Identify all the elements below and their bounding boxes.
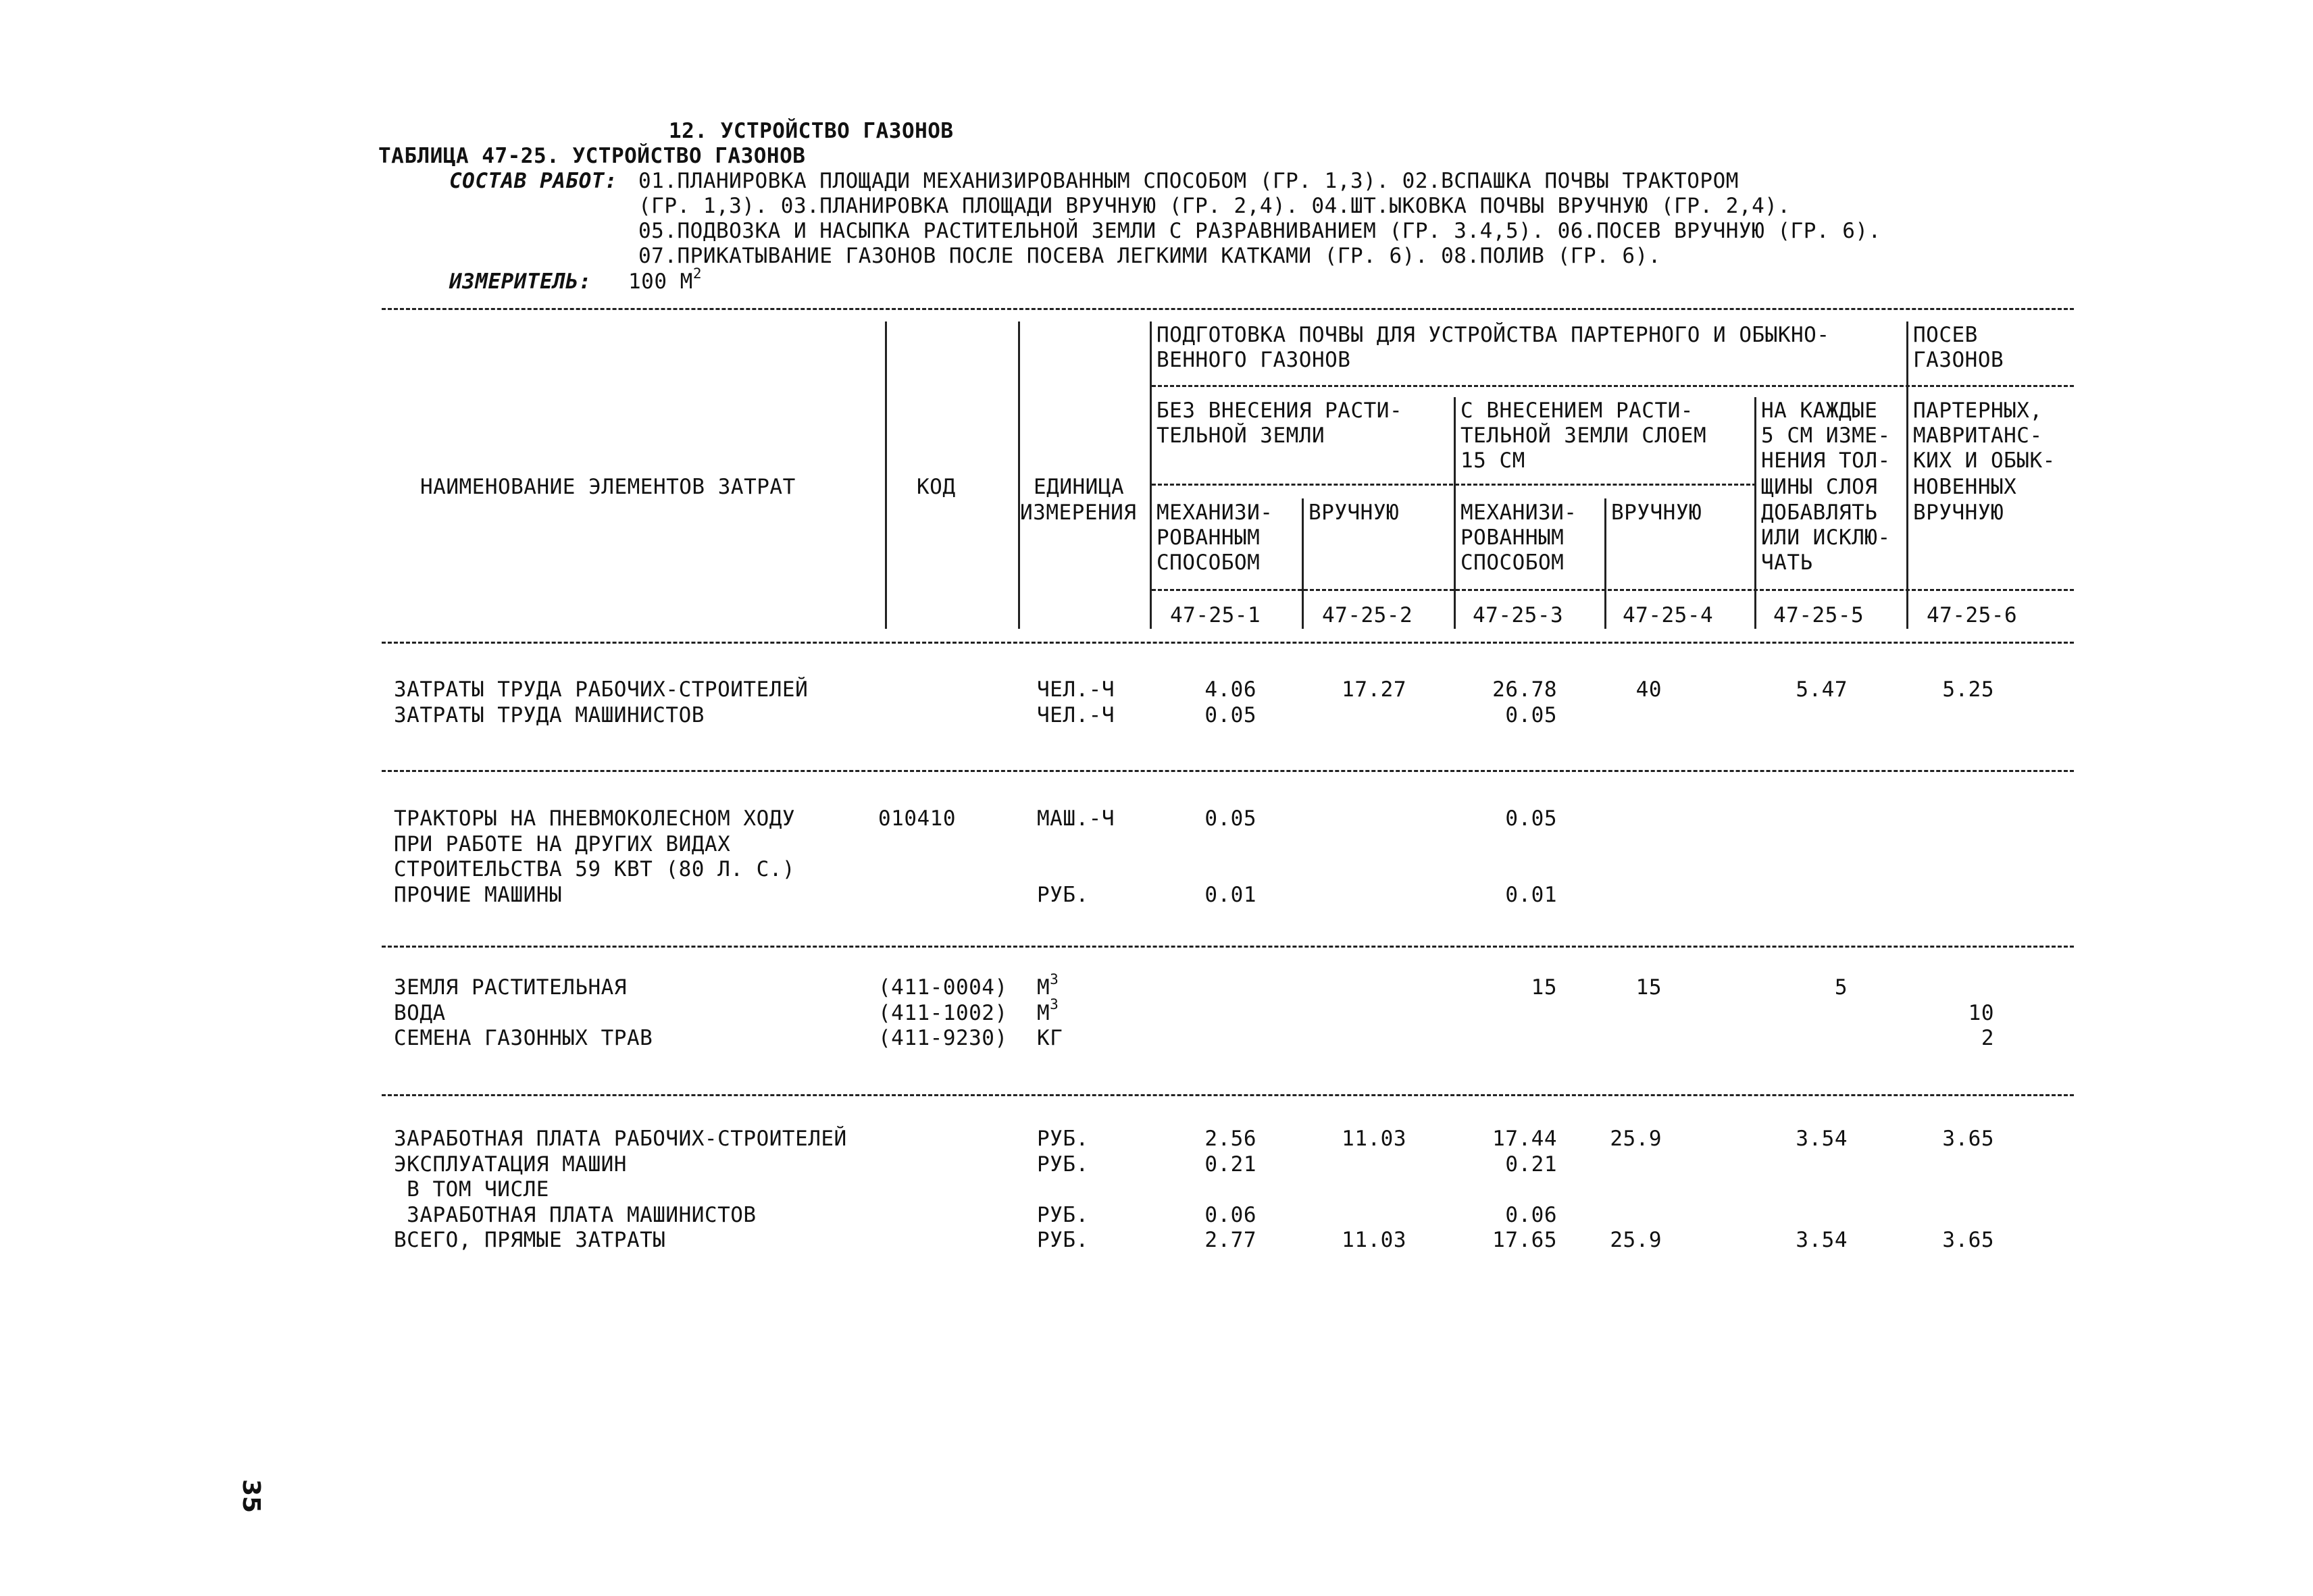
composition-label: СОСТАВ РАБОТ: <box>449 169 618 193</box>
row-value-col-1: 4.06 <box>1204 677 1256 702</box>
header-group-sow-1: ПОСЕВ <box>1913 323 1978 347</box>
header-code-3: 47-25-3 <box>1473 603 1564 627</box>
header-manual-2: ВРУЧНУЮ <box>1611 500 1702 525</box>
header-code-5: 47-25-5 <box>1773 603 1864 627</box>
row-name: ПРИ РАБОТЕ НА ДРУГИХ ВИДАХ <box>394 831 731 856</box>
row-name: СЕМЕНА ГАЗОННЫХ ТРАВ <box>394 1026 653 1050</box>
row-value-col-5: 3.54 <box>1796 1228 1848 1252</box>
header-unit-col-1: ЕДИНИЦА <box>1034 475 1125 499</box>
row-name: ПРОЧИЕ МАШИНЫ <box>394 882 563 907</box>
row-value-col-1: 0.21 <box>1204 1152 1256 1177</box>
col-sep-with-each <box>1754 397 1756 629</box>
row-value-col-3: 0.01 <box>1505 882 1557 907</box>
row-unit-text: МАШ.-Ч <box>1037 806 1115 831</box>
header-mech-2c: СПОСОБОМ <box>1460 550 1565 575</box>
row-code: (411-9230) <box>878 1026 1008 1050</box>
row-unit-text: РУБ. <box>1037 1202 1089 1227</box>
row-unit-text: РУБ. <box>1037 1127 1089 1151</box>
row-value-col-1: 0.05 <box>1204 702 1256 727</box>
table-top-rule <box>382 308 2074 310</box>
composition-line-1: 01.ПЛАНИРОВКА ПЛОЩАДИ МЕХАНИЗИРОВАННЫМ СПОСОБОМ (ГР. 1,3). 02.ВСПАШКА ПОЧВЫ ТРАКТОРОМ <box>638 169 1739 193</box>
row-unit-text: РУБ. <box>1037 1152 1089 1177</box>
row-unit-text: М <box>1037 975 1050 1000</box>
row-value-col-6: 5.25 <box>1942 677 1994 702</box>
row-name: ТРАКТОРЫ НА ПНЕВМОКОЛЕСНОМ ХОДУ <box>394 806 796 831</box>
row-unit-text: КГ <box>1037 1026 1063 1050</box>
row-value-col-1: 0.05 <box>1204 806 1256 831</box>
header-rule-group <box>1152 385 2074 387</box>
composition-line-4: 07.ПРИКАТЫВАНИЕ ГАЗОНОВ ПОСЛЕ ПОСЕВА ЛЕГКИМИ КАТКАМИ (ГР. 6). 08.ПОЛИВ (ГР. 6). <box>638 244 1661 268</box>
row-value-col-2: 11.03 <box>1342 1228 1406 1252</box>
row-value-col-1: 0.01 <box>1204 882 1256 907</box>
row-unit-text: РУБ. <box>1037 882 1089 907</box>
header-rule-codes <box>1152 589 2074 591</box>
header-rule-sub <box>1152 484 1756 486</box>
table-title: ТАБЛИЦА 47-25. УСТРОЙСТВО ГАЗОНОВ <box>378 144 806 168</box>
row-unit <box>1037 996 1059 1026</box>
header-each-7: ЧАТЬ <box>1761 550 1813 575</box>
row-code: (411-0004) <box>878 975 1008 1000</box>
page-number: 35 <box>237 1479 265 1514</box>
header-mech-1b: РОВАННЫМ <box>1156 525 1261 550</box>
row-name: ЭКСПЛУАТАЦИЯ МАШИН <box>394 1152 627 1177</box>
header-each-1: НА КАЖДЫЕ <box>1761 398 1878 423</box>
row-value-col-1: 0.06 <box>1204 1202 1256 1227</box>
header-code-col: КОД <box>917 475 956 499</box>
composition-line-2: (ГР. 1,3). 03.ПЛАНИРОВКА ПЛОЩАДИ ВРУЧНУЮ (ГР. 2,4). 04.ШТ.ЫКОВКА ПОЧВЫ ВРУЧНУЮ (ГР. 2,4). <box>638 194 1791 218</box>
header-group-prep-2: ВЕННОГО ГАЗОНОВ <box>1156 348 1351 372</box>
row-value-col-3: 26.78 <box>1492 677 1557 702</box>
row-value-col-4: 15 <box>1635 975 1662 1000</box>
header-with-2: ТЕЛЬНОЙ ЗЕМЛИ СЛОЕМ <box>1460 423 1707 448</box>
header-mech-2a: МЕХАНИЗИ- <box>1460 500 1577 525</box>
col-sep-mech-manual-1 <box>1302 498 1304 629</box>
header-parter-1: ПАРТЕРНЫХ, <box>1913 398 2043 423</box>
col-sep-name-code <box>885 321 887 629</box>
meter-label: ИЗМЕРИТЕЛЬ: <box>449 269 592 294</box>
row-unit-text: РУБ. <box>1037 1228 1089 1252</box>
header-name-col: НАИМЕНОВАНИЕ ЭЛЕМЕНТОВ ЗАТРАТ <box>420 475 796 499</box>
group-sep-3 <box>382 1094 2074 1096</box>
row-value-col-6: 3.65 <box>1942 1127 1994 1151</box>
header-group-sow-2: ГАЗОНОВ <box>1913 348 2004 372</box>
header-unit-col-2: ИЗМЕРЕНИЯ <box>1020 500 1137 525</box>
header-without-2: ТЕЛЬНОЙ ЗЕМЛИ <box>1156 423 1325 448</box>
row-code: 010410 <box>878 806 956 831</box>
row-name: ЗАРАБОТНАЯ ПЛАТА РАБОЧИХ-СТРОИТЕЛЕЙ <box>394 1127 847 1151</box>
header-with-3: 15 СМ <box>1460 448 1525 473</box>
row-name: ВОДА <box>394 1000 446 1025</box>
row-name: ЗАТРАТЫ ТРУДА МАШИНИСТОВ <box>394 702 705 727</box>
section-title: 12. УСТРОЙСТВО ГАЗОНОВ <box>669 119 954 143</box>
meter-value-text: 100 М <box>628 269 693 294</box>
meter-value <box>628 265 702 294</box>
row-unit <box>1037 1228 1089 1253</box>
row-name: СТРОИТЕЛЬСТВА 59 КВТ (80 Л. С.) <box>394 857 796 881</box>
header-code-4: 47-25-4 <box>1623 603 1714 627</box>
header-group-prep-1: ПОДГОТОВКА ПОЧВЫ ДЛЯ УСТРОЙСТВА ПАРТЕРНОГО И ОБЫКНО- <box>1156 323 1830 347</box>
row-value-col-6: 3.65 <box>1942 1228 1994 1252</box>
row-name: ВСЕГО, ПРЯМЫЕ ЗАТРАТЫ <box>394 1228 666 1252</box>
row-value-col-2: 17.27 <box>1342 677 1406 702</box>
header-each-6: ИЛИ ИСКЛЮ- <box>1761 525 1891 550</box>
header-mech-1c: СПОСОБОМ <box>1156 550 1261 575</box>
row-value-col-1: 2.77 <box>1204 1228 1256 1252</box>
header-without-1: БЕЗ ВНЕСЕНИЯ РАСТИ- <box>1156 398 1403 423</box>
row-value-col-5: 5.47 <box>1796 677 1848 702</box>
col-sep-prep-sow <box>1906 321 1908 629</box>
row-unit <box>1037 1127 1089 1152</box>
row-value-col-4: 25.9 <box>1610 1127 1662 1151</box>
header-with-1: С ВНЕСЕНИЕМ РАСТИ- <box>1460 398 1694 423</box>
row-value-col-3: 15 <box>1531 975 1557 1000</box>
col-sep-without-with <box>1454 397 1456 629</box>
row-value-col-4: 25.9 <box>1610 1228 1662 1252</box>
header-manual-1: ВРУЧНУЮ <box>1308 500 1400 525</box>
row-value-col-5: 5 <box>1834 975 1848 1000</box>
row-unit <box>1037 703 1115 728</box>
header-parter-4: НОВЕННЫХ <box>1913 475 2017 499</box>
row-name: ЗАРАБОТНАЯ ПЛАТА МАШИНИСТОВ <box>394 1202 757 1227</box>
row-value-col-3: 0.06 <box>1505 1202 1557 1227</box>
header-mech-1a: МЕХАНИЗИ- <box>1156 500 1273 525</box>
row-value-col-6: 2 <box>1981 1026 1994 1050</box>
row-value-col-1: 2.56 <box>1204 1127 1256 1151</box>
row-name: ЗАТРАТЫ ТРУДА РАБОЧИХ-СТРОИТЕЛЕЙ <box>394 677 809 702</box>
group-sep-2 <box>382 946 2074 948</box>
header-parter-5: ВРУЧНУЮ <box>1913 500 2004 525</box>
row-value-col-3: 0.21 <box>1505 1152 1557 1177</box>
header-each-2: 5 СМ ИЗМЕ- <box>1761 423 1891 448</box>
header-bottom-rule <box>382 642 2074 644</box>
row-value-col-3: 0.05 <box>1505 702 1557 727</box>
row-unit <box>1037 1026 1063 1051</box>
header-code-2: 47-25-2 <box>1322 603 1413 627</box>
row-name: ЗЕМЛЯ РАСТИТЕЛЬНАЯ <box>394 975 627 1000</box>
header-each-3: НЕНИЯ ТОЛ- <box>1761 448 1891 473</box>
row-unit <box>1037 1203 1089 1228</box>
col-sep-unit-data <box>1150 321 1152 629</box>
row-value-col-2: 11.03 <box>1342 1127 1406 1151</box>
row-unit <box>1037 1152 1089 1177</box>
row-unit-text: М <box>1037 1000 1050 1025</box>
header-each-4: ЩИНЫ СЛОЯ <box>1761 475 1878 499</box>
row-unit <box>1037 883 1089 908</box>
row-value-col-3: 17.65 <box>1492 1228 1557 1252</box>
col-sep-mech-manual-2 <box>1604 498 1606 629</box>
header-each-5: ДОБАВЛЯТЬ <box>1761 500 1878 525</box>
row-value-col-6: 10 <box>1968 1000 1994 1025</box>
header-code-6: 47-25-6 <box>1927 603 2018 627</box>
row-value-col-3: 0.05 <box>1505 806 1557 831</box>
col-sep-code-unit <box>1018 321 1020 629</box>
header-parter-2: МАВРИТАНС- <box>1913 423 2043 448</box>
composition-line-3: 05.ПОДВОЗКА И НАСЫПКА РАСТИТЕЛЬНОЙ ЗЕМЛИ С РАЗРАВНИВАНИЕМ (ГР. 3.4,5). 06.ПОСЕВ ВРУЧНУЮ (ГР. 6). <box>638 219 1881 243</box>
row-code: (411-1002) <box>878 1000 1008 1025</box>
row-unit <box>1037 806 1115 831</box>
header-mech-2b: РОВАННЫМ <box>1460 525 1565 550</box>
row-value-col-5: 3.54 <box>1796 1127 1848 1151</box>
row-value-col-4: 40 <box>1635 677 1662 702</box>
row-value-col-3: 17.44 <box>1492 1127 1557 1151</box>
header-parter-3: КИХ И ОБЫК- <box>1913 448 2056 473</box>
row-unit-superscript: 3 <box>1050 971 1059 987</box>
row-unit-superscript: 3 <box>1050 996 1059 1013</box>
row-unit-text: ЧЕЛ.-Ч <box>1037 677 1115 702</box>
group-sep-1 <box>382 770 2074 772</box>
row-name: В ТОМ ЧИСЛЕ <box>394 1177 549 1202</box>
header-code-1: 47-25-1 <box>1170 603 1261 627</box>
row-unit <box>1037 677 1115 702</box>
meter-superscript: 2 <box>692 265 702 282</box>
row-unit-text: ЧЕЛ.-Ч <box>1037 702 1115 727</box>
